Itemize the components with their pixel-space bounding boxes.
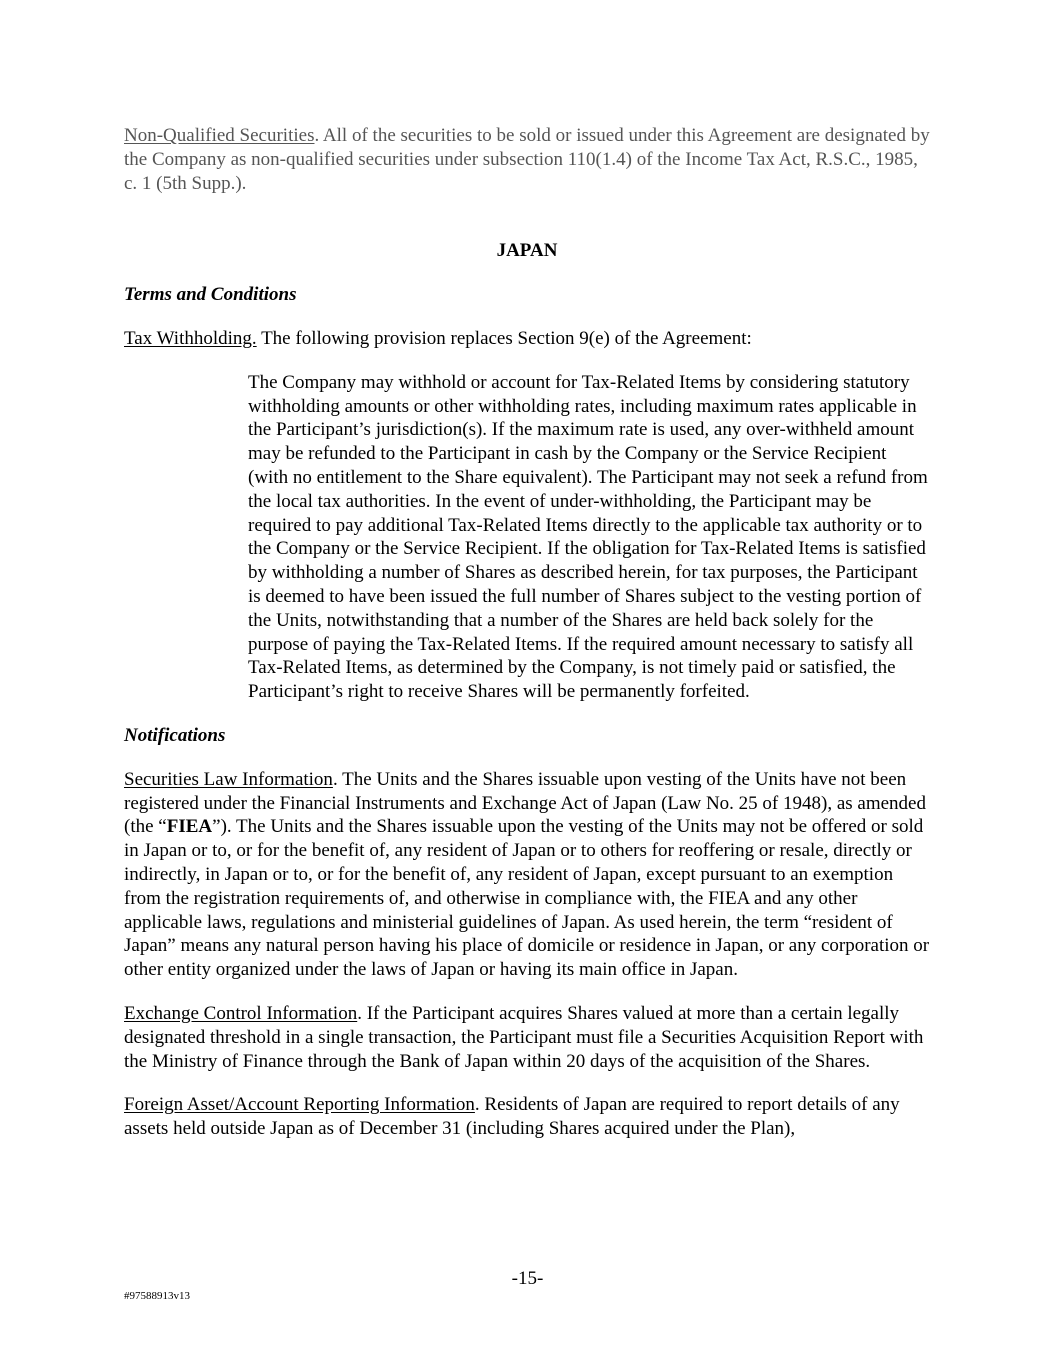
notifications-heading: Notifications xyxy=(124,724,226,746)
document-page xyxy=(124,124,930,1161)
foreign-asset-body: . Residents of Japan are required to report details of any assets held outside Japan as of December 31 (including Shares acquired under the Plan), xyxy=(124,1094,900,1140)
securities-law-body-b: ”). The Units and the Shares issuable upon the vesting of the Units may not be offered or sold in Japan or to, or for the benefit of, any resident of Japan or to others for reoffering or resale, directly or indirectly, in Japan or to, or for the benefit of, any resident of Japan, except pursuant to an exemption from the registration requirements of, and otherwise in compliance with, the FIEA and any other applicable laws, regulations and ministerial guidelines of Japan. As used herein, the term “resident of Japan” means any natural person having his place of domicile or residence in Japan, or any corporation or other entity organized under the laws of Japan or having its main office in Japan. xyxy=(124,816,930,981)
page-number: -15- xyxy=(511,1268,544,1289)
non-qualified-securities-heading: Non-Qualified Securities xyxy=(124,125,315,146)
securities-law-paragraph xyxy=(124,768,930,982)
securities-law-body-a: . The Units and the Shares issuable upon vesting of the Units have not been registered under the Financial Instruments and Exchange Act of Japan (Law No. 25 of 1948), as amended (the “ xyxy=(124,768,926,838)
tax-withholding-intro: The following provision replaces Section 9(e) of the Agreement: xyxy=(256,327,752,349)
foreign-asset-paragraph xyxy=(124,1093,930,1141)
exchange-control-heading: Exchange Control Information xyxy=(124,1002,358,1024)
tax-withholding-heading: Tax Withholding. xyxy=(124,327,257,349)
tax-withholding-quote: The Company may withhold or account for Tax-Related Items by considering statutory withholding amounts or other withholding rates, including maximum rates applicable in the Participant’s jurisdiction(s). If the maximum rate is used, any over-withheld amount may be refunded to the Participant in cash by the Company or the Service Recipient (with no entitlement to the Share equivalent). The Participant may not seek a refund from the local tax authorities. In the event of under-withholding, the Participant may be required to pay additional Tax-Related Items directly to the applicable tax authority or to the Company or the Service Recipient. If the obligation for Tax-Related Items is satisfied by withholding a number of Shares as described herein, for tax purposes, the Participant is deemed to have been issued the full number of Shares subject to the vesting portion of the Units, notwithstanding that a number of the Shares are held back solely for the purpose of paying the Tax-Related Items. If the required amount necessary to satisfy all Tax-Related Items, as determined by the Company, is not timely paid or satisfied, the Participant’s right to receive Shares will be permanently forfeited. xyxy=(248,371,928,703)
foreign-asset-heading: Foreign Asset/Account Reporting Information xyxy=(124,1094,475,1116)
non-qualified-securities-body: . All of the securities to be sold or issued under this Agreement are designated by the Company as non-qualified securities under subsection 110(1.4) of the Income Tax Act, R.S.C., 1985, c. 1 (5th Supp.). xyxy=(124,125,930,194)
fiea-term: FIEA xyxy=(166,816,213,838)
exchange-control-body: . If the Participant acquires Shares valued at more than a certain legally designated threshold in a single transaction, the Participant must file a Securities Acquisition Report with the Ministry of Finance through the Bank of Japan within 20 days of the acquisition of the Shares. xyxy=(124,1002,924,1072)
tax-withholding-paragraph xyxy=(124,327,930,351)
securities-law-heading: Securities Law Information xyxy=(124,768,333,790)
exchange-control-paragraph xyxy=(124,1002,930,1073)
non-qualified-securities-paragraph xyxy=(124,124,930,195)
document-id: #97588913v13 xyxy=(124,1290,190,1302)
country-title-japan: JAPAN xyxy=(496,240,558,262)
terms-and-conditions-heading: Terms and Conditions xyxy=(124,284,297,306)
